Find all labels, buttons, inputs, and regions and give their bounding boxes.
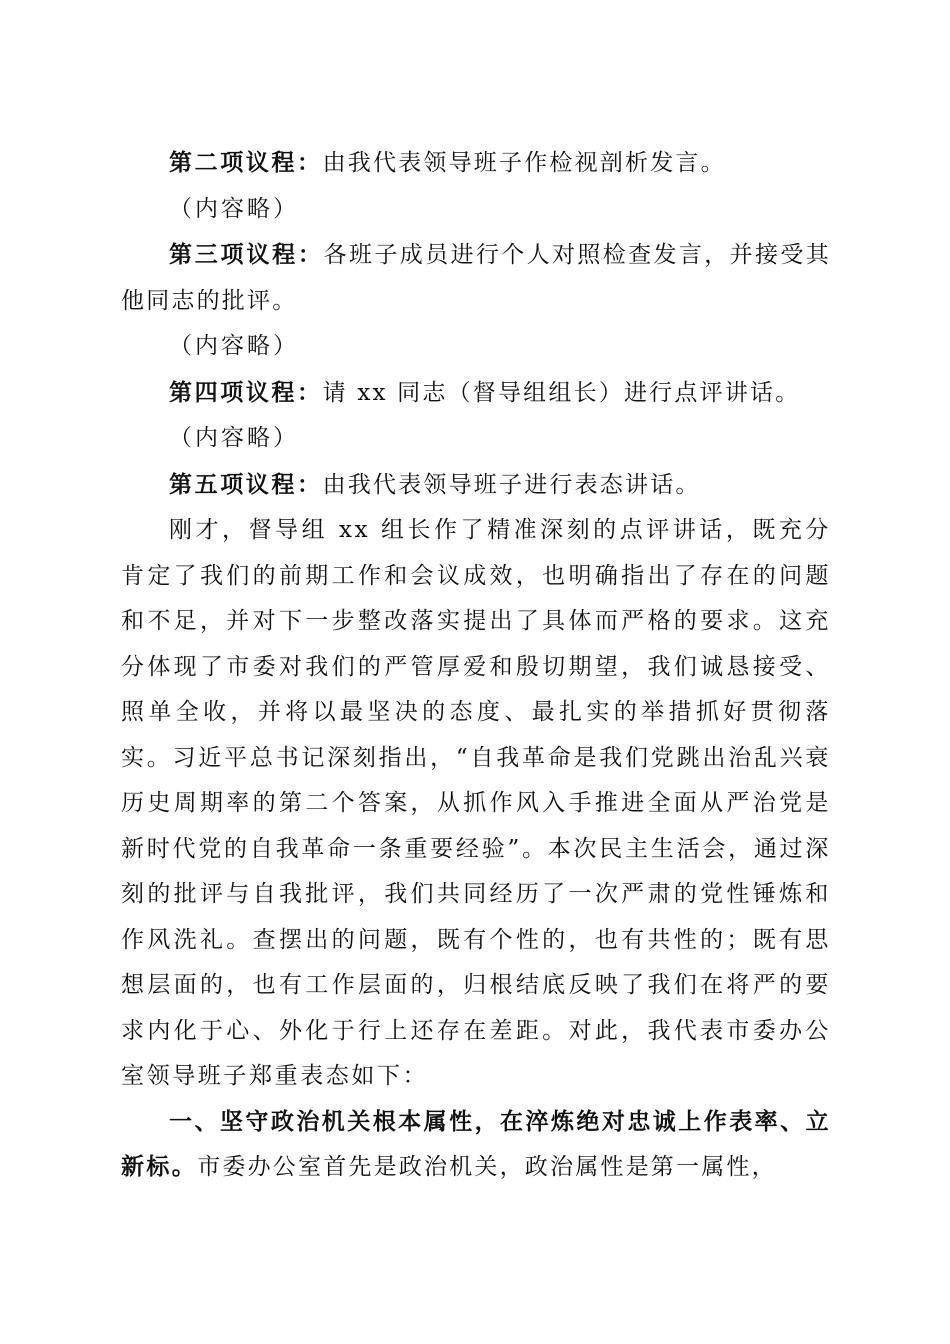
agenda-item-2-omitted-note: （内容略） — [169, 195, 299, 222]
agenda-item-2 — [121, 140, 831, 187]
agenda-item-2-label: 第二项议程： — [169, 149, 323, 176]
agenda-item-4-omitted-note: （内容略） — [169, 425, 299, 451]
agenda-item-4-text: 请 xx 同志（督导组组长）进行点评讲话。 — [322, 379, 801, 406]
agenda-item-5 — [121, 462, 831, 509]
document-page — [121, 140, 831, 1191]
agenda-item-2-text: 由我代表领导班子作检视剖析发言。 — [322, 150, 726, 176]
agenda-item-4-label: 第四项议程： — [169, 378, 323, 406]
agenda-item-4 — [121, 370, 831, 417]
agenda-item-5-label: 第五项议程： — [169, 470, 323, 498]
agenda-item-3 — [121, 232, 831, 324]
agenda-item-3-text: 各班子成员进行个人对照检查发言，并接受其他同志的批评。 — [121, 242, 831, 314]
section-one-text: 市委办公室首先是政治机关，政治属性是第一属性， — [197, 1154, 777, 1180]
agenda-item-5-text: 由我代表领导班子进行表态讲话。 — [322, 471, 701, 498]
section-one-heading: 一、坚守政治机关根本属性，在淬炼绝对忠诚上作表率、立新标。 — [121, 1108, 831, 1180]
statement-paragraph: 刚才，督导组 xx 组长作了精准深刻的点评讲话，既充分肯定了我们的前期工作和会议成效，也明确指出了存在的问题和不足，并对下一步整改落实提出了具体而严格的要求。这充分体现了市委对我们的严管厚爱和殷切期望，我们诚恳接受、照单全收，并将以最坚决的态度、最扎实的举措抓好贯彻落实。习近平总书记深刻指出，“自我革命是我们党跳出治乱兴衰历史周期率的第二个答案，从抓作风入手推进全面从严治党是新时代党的自我革命一条重要经验”。本次民主生活会，通过深刻的批评与自我批评，我们共同经历了一次严肃的党性锤炼和作风洗礼。查摆出的问题，既有个性的，也有共性的；既有思想层面的，也有工作层面的，归根结底反映了我们在将严的要求内化于心、外化于行上还存在差距。对此，我代表市委办公室领导班子郑重表态如下： — [121, 517, 831, 1089]
agenda-item-3-omitted-note: （内容略） — [169, 333, 299, 359]
agenda-item-3-label: 第三项议程： — [169, 241, 324, 268]
section-one-paragraph — [121, 1100, 831, 1191]
